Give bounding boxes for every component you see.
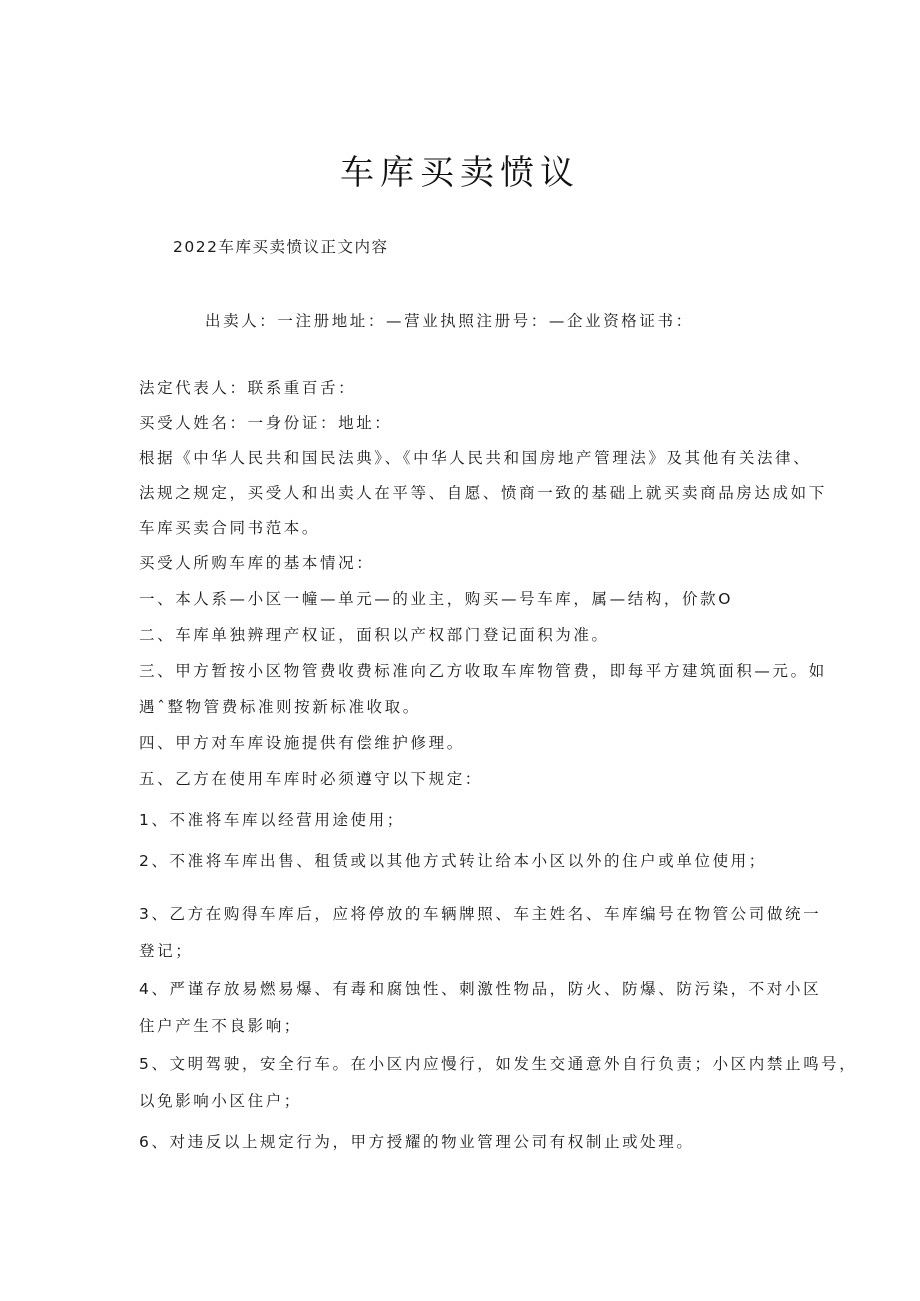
- clause-1: 一、本人系—小区一幢—单元—的业主，购买—号车库，属—结构，价款O: [139, 590, 734, 608]
- paragraph-line: 法规之规定，买受人和出卖人在平等、自愿、愤商一致的基础上就买卖商品房达成如下: [139, 484, 827, 502]
- document-title: 车库买卖愤议: [340, 153, 580, 193]
- rule-3-cont: 登记；: [139, 942, 194, 960]
- rule-6: 6、对违反以上规定行为，甲方授耀的物业管理公司有权制止或处理。: [139, 1133, 695, 1151]
- section-heading: 买受人所购车库的基本情况：: [139, 554, 375, 572]
- clause-4: 四、甲方对车库设施提供有偿维护修理。: [139, 734, 465, 752]
- buyer-info-line: 买受人姓名：一身份证：地址：: [139, 414, 393, 432]
- rule-4-cont: 住户产生不良影响；: [139, 1017, 302, 1035]
- clause-3: 三、甲方暂按小区物管费收费标准向乙方收取车库物管费，即每平方建筑面积—元。如: [139, 662, 827, 680]
- rule-4: 4、严谨存放易燃易爆、有毒和腐蚀性、刺激性物品，防火、防爆、防污染，不对小区: [139, 980, 822, 998]
- rule-2: 2、不准将车库出售、租赁或以其他方式转让给本小区以外的住户或单位使用；: [139, 852, 767, 870]
- rule-1: 1、不准将车库以经营用途使用；: [139, 811, 405, 829]
- clause-2: 二、车库单独辨理产权证，面积以产权部门登记面积为准。: [139, 626, 610, 644]
- rule-5: 5、文明驾驶，安全行车。在小区内应慢行，如发生交通意外自行负责；小区内禁止鸣号，: [139, 1055, 858, 1073]
- paragraph-line: 车库买卖合同书范本。: [139, 519, 321, 537]
- document-subtitle: 2022车库买卖愤议正文内容: [173, 238, 389, 256]
- paragraph-line: 根据《中华人民共和国民法典》、《中华人民共和国房地产管理法》及其他有关法律、: [139, 449, 812, 467]
- seller-info-line: 出卖人：一注册地址：—营业执照注册号：—企业资格证书：: [205, 312, 694, 330]
- clause-5: 五、乙方在使用车库时必须遵守以下规定：: [139, 770, 483, 788]
- clause-3-cont: 遇ˆ整物管费标准则按新标准收取。: [139, 698, 421, 716]
- rule-3: 3、乙方在购得车库后，应将停放的车辆牌照、车主姓名、车库编号在物管公司做统一: [139, 905, 822, 923]
- rule-5-cont: 以免影响小区住户；: [139, 1092, 302, 1110]
- legal-representative-line: 法定代表人：联系重百舌：: [139, 379, 357, 397]
